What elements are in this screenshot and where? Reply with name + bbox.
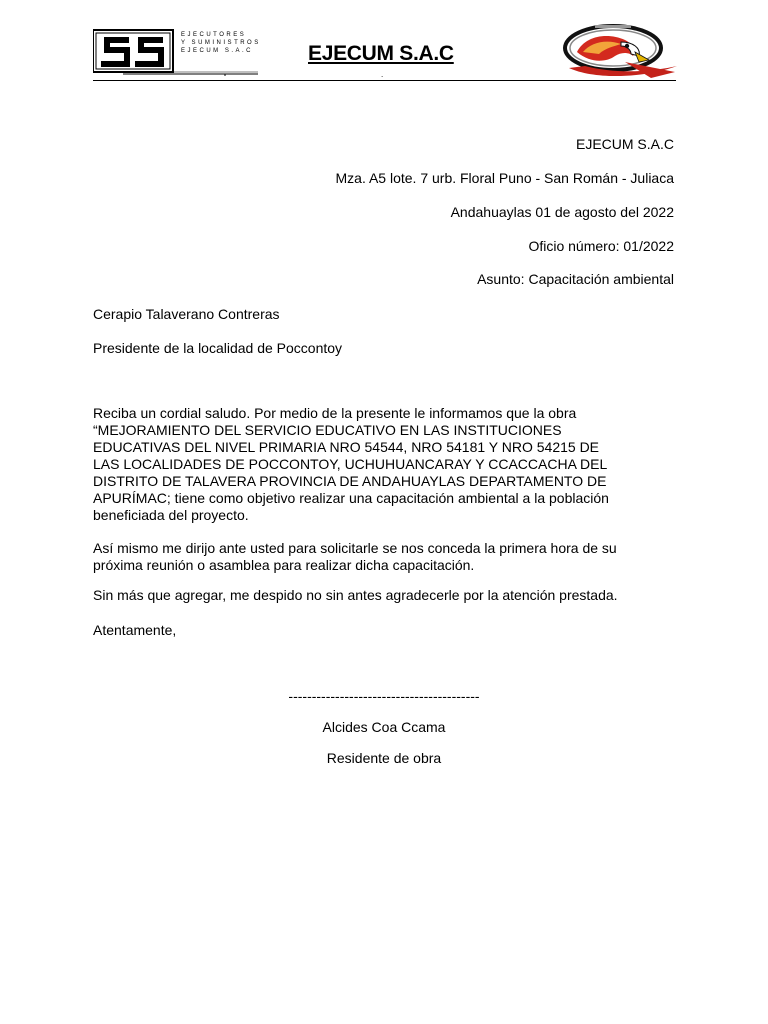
sender-address: Mza. A5 lote. 7 urb. Floral Puno - San Román - Juliaca	[335, 170, 674, 186]
signature-line: -----------------------------------------	[288, 688, 480, 704]
body-line: Así mismo me dirijo ante usted para solicitarle se nos conceda la primera hora de su	[93, 540, 617, 556]
recipient-name: Cerapio Talaverano Contreras	[93, 306, 280, 322]
header-divider	[93, 80, 676, 81]
header-dot: .	[381, 70, 384, 79]
letterhead	[93, 22, 682, 82]
body-line: Reciba un cordial saludo. Por medio de la presente le informamos que la obra	[93, 405, 577, 421]
logo-subtitle	[181, 31, 261, 55]
closing-text: Atentamente,	[93, 622, 177, 638]
body-line: DISTRITO DE TALAVERA PROVINCIA DE ANDAHUAYLAS DEPARTAMENTO DE	[93, 473, 607, 489]
body-line: EDUCATIVAS DEL NIVEL PRIMARIA NRO 54544, NRO 54181 Y NRO 54215 DE	[93, 439, 600, 455]
eagle-logo-icon	[555, 22, 680, 80]
letter-date: Andahuaylas 01 de agosto del 2022	[450, 204, 674, 220]
logo-subtitle-line: EJECUM S.A.C	[181, 48, 254, 54]
body-paragraph-2	[93, 540, 677, 574]
letter-subject: Asunto: Capacitación ambiental	[477, 271, 674, 287]
company-name: EJECUM S.A.C	[308, 42, 454, 65]
signer-role: Residente de obra	[326, 750, 442, 766]
logo-subtitle-line: Y SUMINISTROS	[181, 40, 261, 46]
body-line: LAS LOCALIDADES DE POCCONTOY, UCHUHUANCARAY Y CCACCACHA DEL	[93, 456, 608, 472]
body-paragraph-1	[93, 405, 677, 524]
sender-name: EJECUM S.A.C	[575, 136, 674, 152]
oficio-number: Oficio número: 01/2022	[528, 238, 674, 254]
signer-name: Alcides Coa Ccama	[322, 719, 446, 735]
body-line: beneficiada del proyecto.	[93, 507, 249, 523]
body-line: próxima reunión o asamblea para realizar dicha capacitación.	[93, 557, 475, 573]
body-line: APURÍMAC; tiene como objetivo realizar una capacitación ambiental a la población	[93, 490, 609, 506]
body-paragraph-3: Sin más que agregar, me despido no sin antes agradecerle por la atención prestada.	[93, 587, 618, 603]
recipient-title: Presidente de la localidad de Poccontoy	[93, 340, 343, 356]
logo-subtitle-line: EJECUTORES	[181, 32, 247, 38]
body-line: “MEJORAMIENTO DEL SERVICIO EDUCATIVO EN LAS INSTITUCIONES	[93, 422, 562, 438]
